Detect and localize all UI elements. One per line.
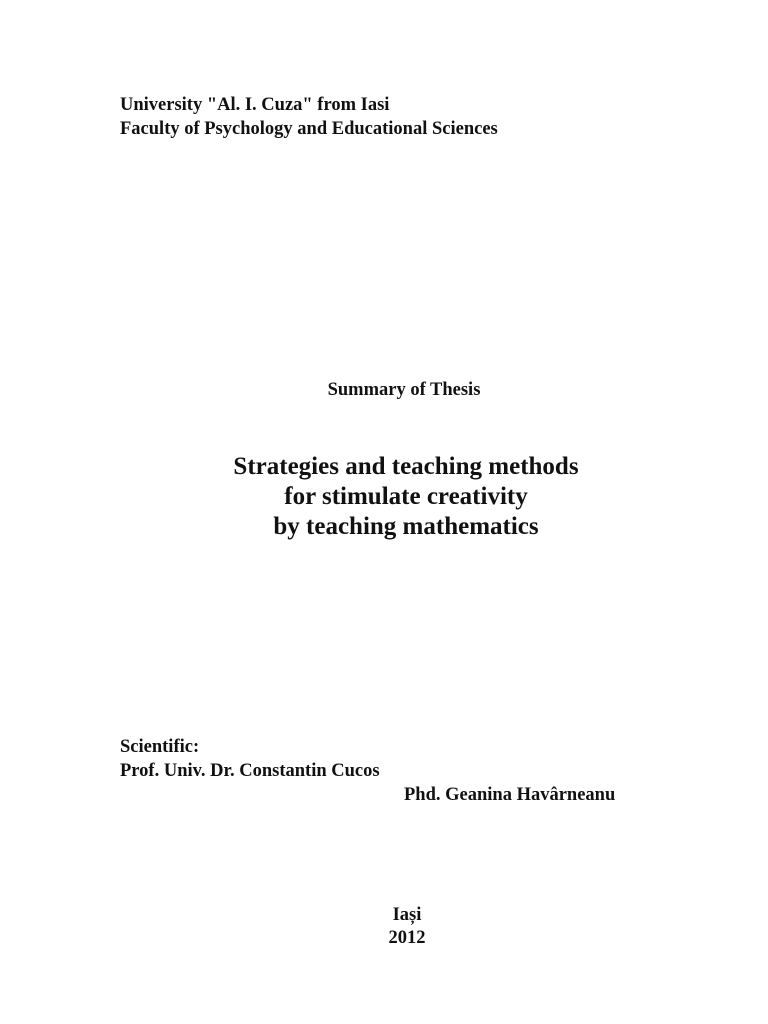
thesis-title (0, 452, 768, 542)
thesis-title-line-2: for stimulate creativity (284, 483, 528, 510)
author-name: Phd. Geanina Havârneanu (404, 785, 616, 805)
year: 2012 (388, 928, 426, 948)
university-name: University "Al. I. Cuza" from Iasi (120, 95, 390, 115)
thesis-title-line-3: by teaching mathematics (273, 513, 539, 540)
thesis-title-line-1: Strategies and teaching methods (233, 453, 579, 480)
scientific-label: Scientific: (120, 737, 200, 757)
supervisor-name: Prof. Univ. Dr. Constantin Cucos (120, 761, 380, 781)
faculty-name: Faculty of Psychology and Educational Sciences (120, 119, 498, 139)
city: Iași (392, 905, 422, 925)
summary-label: Summary of Thesis (327, 380, 481, 400)
